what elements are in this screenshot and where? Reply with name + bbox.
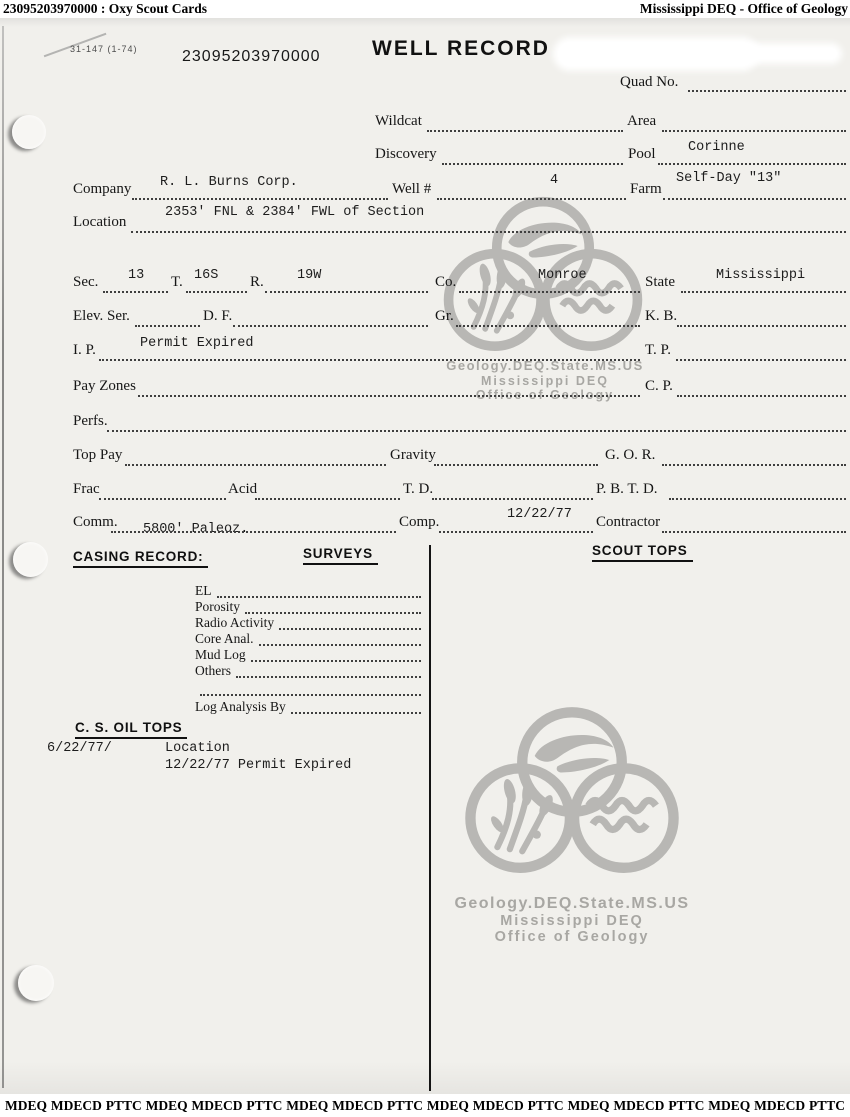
casing-record-heading: CASING RECORD: [73, 549, 208, 568]
area-label: Area [627, 113, 657, 129]
whiteout-blob [558, 42, 754, 66]
survey-row [195, 680, 421, 696]
footer-tag: MDEQ [5, 1097, 47, 1113]
air-swoosh-icon [535, 735, 614, 762]
dotted-line [676, 359, 846, 361]
footer-tag: MDEQ [426, 1097, 469, 1113]
air-swoosh-icon [508, 223, 581, 248]
api-number: 23095203970000 [182, 48, 321, 65]
water-waves-icon [558, 284, 621, 311]
df-label: D. F. [203, 308, 233, 324]
dotted-line [434, 464, 598, 466]
comm-value: 5800' Paleoz. [143, 522, 249, 537]
range-label: R. [250, 274, 264, 290]
state-label: State [645, 274, 675, 290]
dotted-line [427, 130, 623, 132]
pbtd-label: P. B. T. D. [596, 481, 658, 497]
discovery-label: Discovery [375, 146, 437, 162]
wildcat-label: Wildcat [375, 113, 422, 129]
dotted-line [236, 662, 421, 678]
cp-label: C. P. [645, 378, 673, 394]
water-waves-icon [589, 800, 656, 829]
scout-tops-heading: SCOUT TOPS [592, 543, 693, 562]
comm-label: Comm. [73, 514, 118, 530]
dotted-line [99, 498, 226, 500]
company-value: R. L. Burns Corp. [160, 175, 298, 190]
footer-tag: MDEQ [145, 1097, 188, 1113]
township-value: 16S [194, 268, 219, 283]
dotted-line [125, 464, 386, 466]
company-label: Company [73, 181, 132, 197]
viewer-footer-bar [0, 1094, 850, 1117]
perfs-label: Perfs. [73, 413, 108, 429]
footer-tag: PTTC [668, 1097, 705, 1113]
footer-tag: MDECD [191, 1097, 243, 1113]
dotted-line [662, 130, 846, 132]
section-value: 13 [128, 268, 145, 283]
farm-value: Self-Day "13" [676, 171, 782, 186]
footer-tag: PTTC [105, 1097, 142, 1113]
dotted-line [251, 646, 421, 662]
quad-no-label: Quad No. [620, 74, 679, 90]
dotted-line [677, 325, 846, 327]
dotted-line [291, 698, 421, 714]
comp-value: 12/22/77 [507, 507, 572, 522]
dotted-line [677, 395, 846, 397]
hole-punch [18, 965, 54, 1001]
comp-label: Comp. [399, 514, 440, 530]
dotted-line [688, 90, 846, 92]
survey-row: Core Anal. [195, 630, 421, 646]
kb-label: K. B. [645, 308, 678, 324]
pay-zones-label: Pay Zones [73, 378, 136, 394]
dotted-line [459, 291, 640, 293]
dotted-line [662, 531, 846, 533]
footer-tag: PTTC [808, 1097, 845, 1113]
gr-label: Gr. [435, 308, 454, 324]
survey-row: Radio Activity [195, 614, 421, 630]
viewer-header-bar [0, 0, 850, 18]
dotted-line [456, 325, 640, 327]
survey-row: Log Analysis By [195, 698, 421, 714]
footer-tag: MDECD [613, 1097, 665, 1113]
dotted-line [265, 291, 428, 293]
dotted-line [135, 325, 200, 327]
footer-tag: MDECD [472, 1097, 524, 1113]
dotted-line [233, 325, 428, 327]
dotted-line [138, 395, 640, 397]
top-pay-label: Top Pay [73, 447, 123, 463]
dotted-line [432, 498, 593, 500]
td-label: T. D. [403, 481, 434, 497]
county-value: Monroe [538, 268, 587, 283]
footer-tag: MDECD [50, 1097, 102, 1113]
dotted-line [200, 680, 421, 696]
dotted-line [681, 291, 846, 293]
dotted-line [132, 198, 388, 200]
county-label: Co. [435, 274, 457, 290]
footer-tag: MDEQ [286, 1097, 329, 1113]
whiteout-blob-tail [745, 48, 837, 59]
document-id-title: 23095203970000 : Oxy Scout Cards [3, 1, 208, 16]
section-divider-line [429, 545, 431, 1091]
dotted-line [662, 464, 846, 466]
pool-value: Corinne [688, 140, 745, 155]
dotted-line [437, 198, 626, 200]
hole-punch [13, 542, 48, 577]
footer-tag: MDEQ [567, 1097, 610, 1113]
footer-tag: MDEQ [708, 1097, 751, 1113]
acid-label: Acid [228, 481, 258, 497]
footer-tag: PTTC [246, 1097, 283, 1113]
elev-ser-label: Elev. Ser. [73, 308, 130, 324]
ip-label: I. P. [73, 342, 96, 358]
page-title: WELL RECORD [372, 37, 550, 60]
deq-logo-watermark [458, 702, 686, 880]
range-value: 19W [297, 268, 322, 283]
form-number: 31-147 (1-74) [70, 44, 138, 54]
cs-oil-tops-heading: C. S. OIL TOPS [75, 720, 187, 739]
scan-edge-shadow [2, 26, 4, 1088]
section-label: Sec. [73, 274, 99, 290]
dotted-line [103, 291, 168, 293]
hole-punch [12, 115, 46, 149]
dotted-line [131, 231, 846, 233]
dotted-line [217, 582, 422, 598]
dotted-line [442, 163, 623, 165]
survey-row: Mud Log [195, 646, 421, 662]
pool-label: Pool [628, 146, 656, 162]
watermark-text: Geology.DEQ.State.MS.US Mississippi DEQ Office of Geology [454, 895, 690, 946]
footer-tag: PTTC [527, 1097, 564, 1113]
footer-tag: MDECD [332, 1097, 384, 1113]
location-label: Location [73, 214, 127, 230]
dotted-line [245, 598, 421, 614]
survey-row: EL [195, 582, 421, 598]
ip-value: Permit Expired [140, 336, 254, 351]
surveys-heading: SURVEYS [303, 546, 378, 565]
farm-label: Farm [630, 181, 662, 197]
gravity-label: Gravity [390, 447, 436, 463]
contractor-label: Contractor [596, 514, 661, 530]
watermark-text: Geology.DEQ.State.MS.US Mississippi DEQ Office of Geology [446, 358, 644, 402]
oil-tops-entry: 12/22/77 Permit Expired [165, 758, 352, 773]
survey-row: Others [195, 662, 421, 678]
dotted-line [669, 498, 846, 500]
well-number-value: 4 [550, 173, 559, 188]
dotted-line [279, 614, 421, 630]
dotted-line [186, 291, 247, 293]
gor-label: G. O. R. [605, 447, 656, 463]
state-value: Mississippi [716, 268, 806, 283]
dotted-line [255, 498, 400, 500]
dotted-line [259, 630, 422, 646]
frac-label: Frac [73, 481, 100, 497]
well-number-label: Well # [392, 181, 432, 197]
tp-label: T. P. [645, 342, 671, 358]
footer-tag: MDECD [754, 1097, 806, 1113]
dotted-line [663, 198, 846, 200]
oil-tops-date: 6/22/77/ [47, 741, 112, 756]
location-value: 2353' FNL & 2384' FWL of Section [165, 205, 425, 220]
dotted-line [99, 359, 640, 361]
township-label: T. [171, 274, 183, 290]
dotted-line [658, 163, 846, 165]
oil-tops-entry: Location [165, 741, 230, 756]
dotted-line [111, 531, 396, 533]
survey-row: Porosity [195, 598, 421, 614]
scanned-well-record-page [0, 18, 850, 1094]
dotted-line [107, 430, 846, 432]
footer-tag: PTTC [387, 1097, 424, 1113]
agency-title: Mississippi DEQ - Office of Geology [639, 1, 848, 16]
dotted-line [439, 531, 593, 533]
